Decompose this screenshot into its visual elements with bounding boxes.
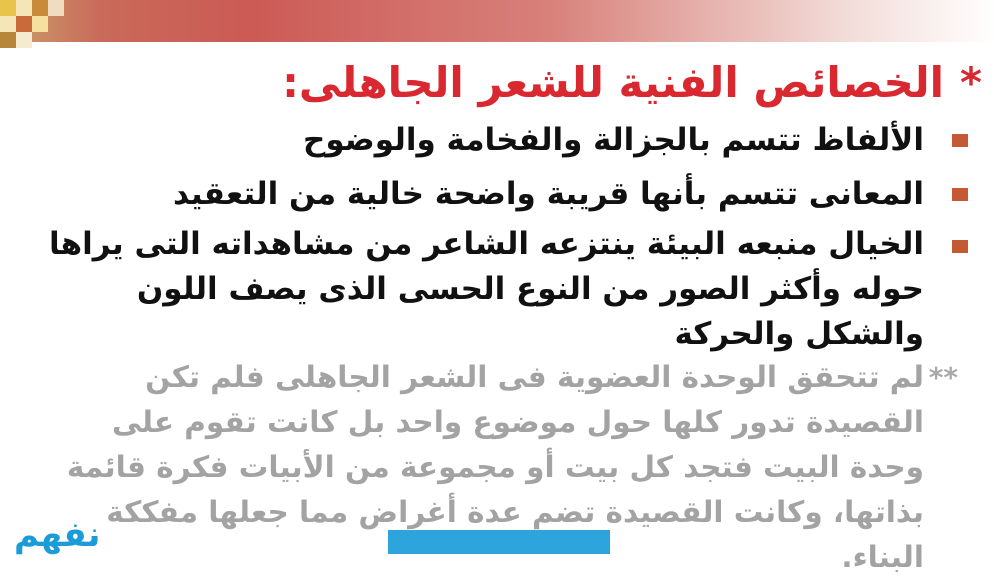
square-bullet-icon bbox=[952, 188, 968, 201]
bottom-blue-bar bbox=[388, 530, 610, 554]
title-asterisk: * bbox=[960, 58, 982, 107]
square-bullet-icon bbox=[952, 240, 968, 253]
bullet-text: الألفاظ تتسم بالجزالة والفخامة والوضوح bbox=[303, 122, 924, 158]
square-bullet-icon bbox=[952, 134, 968, 147]
slide-title: الخصائص الفنية للشعر الجاهلى: bbox=[282, 58, 944, 107]
top-decorative-bar bbox=[0, 0, 996, 42]
note-asterisks: ** bbox=[928, 361, 958, 394]
bullet-text: الخيال منبعه البيئة ينتزعه الشاعر من مشاهداته التى يراها حوله وأكثر الصور من النوع الحسى الذى يصف اللون والشكل والحركة bbox=[49, 226, 924, 352]
note-paragraph: لم تتحقق الوحدة العضوية فى الشعر الجاهلى فلم تكن القصيدة تدور كلها حول موضوع واحد بل كانت تقوم على وحدة البيت فتجد كل بيت أو مجموعة من الأبيات فكرة قائمة بذاتها، وكانت القصيدة تضم عدة أغراض مما جعلها مفككة البناء. bbox=[66, 360, 924, 574]
bullet-text: المعانى تتسم بأنها قريبة واضحة خالية من التعقيد bbox=[172, 176, 924, 212]
nafham-logo: نفهم bbox=[14, 515, 101, 555]
corner-checker-decoration bbox=[0, 0, 80, 50]
